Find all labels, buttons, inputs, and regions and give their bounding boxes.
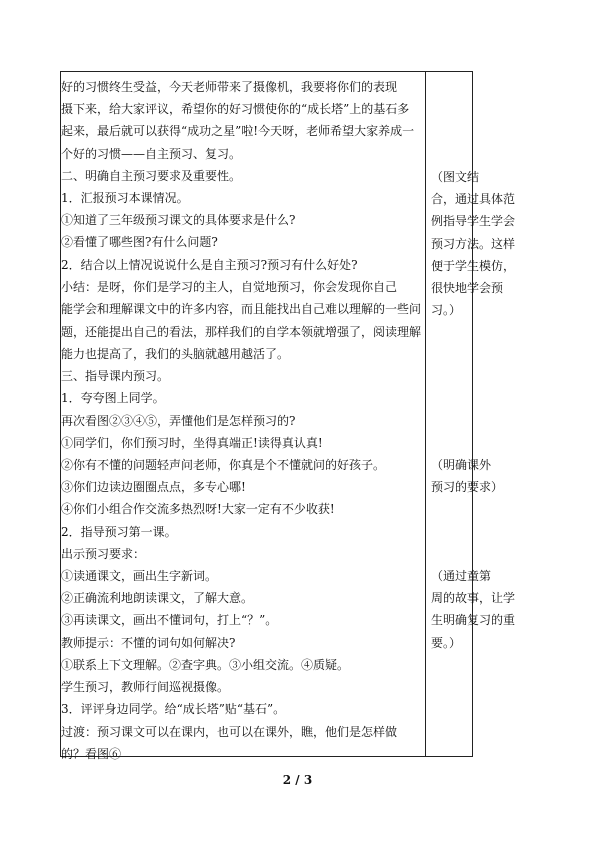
text-line: ①知道了三年级预习课文的具体要求是什么? xyxy=(61,213,296,227)
side-note-line: 预习的要求） xyxy=(431,480,504,495)
text-line: ③你们边读边圈圈点点，多专心哪! xyxy=(61,480,246,494)
text-line: 题，还能提出自己的看法，那样我们的自学本领就增强了，阅读理解 xyxy=(61,325,422,339)
text-line: ③再读课文，画出不懂词句，打上“？”。 xyxy=(61,613,278,627)
text-line: 教师提示：不懂的词句如何解决? xyxy=(61,636,236,650)
side-note-line: （图文结 xyxy=(431,170,480,184)
side-note-line: 周的故事，让学 xyxy=(431,591,516,606)
page-number: 2 / 3 xyxy=(282,773,313,787)
column-divider xyxy=(425,72,426,756)
text-line: 二、明确自主预习要求及重要性。 xyxy=(61,169,242,183)
text-line: 3．评评身边同学。给“成长塔”贴“基石”。 xyxy=(61,702,286,716)
text-line: 再次看图②③④⑤，弄懂他们是怎样预习的? xyxy=(61,414,296,428)
text-line: ①读通课文，画出生字新词。 xyxy=(61,569,218,583)
text-line: 个好的习惯——自主预习、复习。 xyxy=(61,147,242,161)
text-line: 好的习惯终生受益，今天老师带来了摄像机，我要将你们的表现 xyxy=(61,80,398,94)
side-note-line: 例指导学生学会 xyxy=(431,214,516,229)
text-line: 能力也提高了，我们的头脑就越用越活了。 xyxy=(61,347,290,361)
side-note-line: 习。） xyxy=(431,303,462,318)
side-note-line: 便于学生模仿， xyxy=(431,258,516,273)
text-line: 出示预习要求： xyxy=(61,547,146,561)
text-line: ②正确流利地朗读课文，了解大意。 xyxy=(61,591,254,605)
text-line: ②看懂了哪些图?有什么问题? xyxy=(61,235,218,249)
text-line: 三、指导课内预习。 xyxy=(61,369,170,383)
text-line: 能学会和理解课文中的许多内容，而且能找出自己难以理解的一些问 xyxy=(61,302,422,316)
side-note-line: 生明确复习的重 xyxy=(431,613,516,628)
side-note-line: （通过童第 xyxy=(431,569,492,583)
text-line: 2．指导预习第一课。 xyxy=(61,525,177,539)
side-note-line: 很快地学会预 xyxy=(431,281,504,295)
text-line: 1．夸夸图上同学。 xyxy=(61,391,165,405)
text-line: 起来，最后就可以获得“成功之星”啦!今天呀，老师希望大家养成一 xyxy=(61,124,415,138)
side-note-line: 要。） xyxy=(431,635,462,650)
text-line: 学生预习，教师行间巡视摄像。 xyxy=(61,680,230,694)
text-line: ②你有不懂的问题轻声问老师，你真是个不懂就问的好孩子。 xyxy=(61,458,386,472)
side-note-line: 预习方法。这样 xyxy=(431,236,516,251)
text-line: 1．汇报预习本课情况。 xyxy=(61,191,189,205)
text-line: 摄下来，给大家评议，希望你的好习惯使你的“成长塔”上的基石多 xyxy=(61,102,410,116)
text-line: 小结：是呀，你们是学习的主人，自觉地预习，你会发现你自己 xyxy=(61,280,398,294)
text-line: 过渡：预习课文可以在课内，也可以在课外，瞧，他们是怎样做 xyxy=(61,725,398,739)
text-line: 2．结合以上情况说说什么是自主预习?预习有什么好处? xyxy=(61,258,358,272)
text-line: ①联系上下文理解。②查字典。③小组交流。④质疑。 xyxy=(61,658,350,672)
lesson-plan-table xyxy=(60,71,516,761)
text-line: ①同学们，你们预习时，坐得真端正!读得真认真! xyxy=(61,436,323,450)
side-note-line: （明确课外 xyxy=(431,458,492,472)
side-note-line: 合，通过具体范 xyxy=(431,192,516,207)
text-line: 的？看图⑥ xyxy=(61,747,122,761)
text-line: ④你们小组合作交流多热烈呀!大家一定有不少收获! xyxy=(61,502,335,516)
